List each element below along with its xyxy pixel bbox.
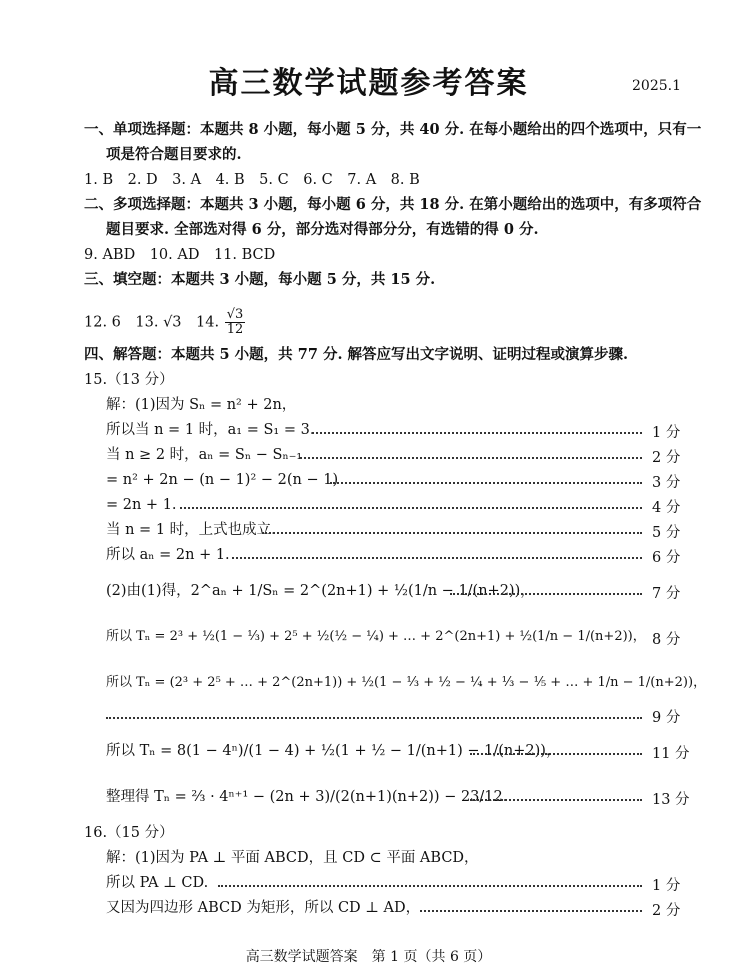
q16-score-1: 1 分 (652, 878, 681, 894)
q15-line-7: 所以 aₙ = 2n + 1. (106, 547, 230, 563)
q15-score-11: 13 分 (652, 792, 690, 808)
leader-dots (450, 593, 642, 595)
q16-title: 16.（15 分） (84, 825, 174, 841)
q15-line-3: 当 n ≥ 2 时，aₙ = Sₙ − Sₙ₋₁ (106, 447, 303, 463)
section4-heading: 四、解答题：本题共 5 小题，共 77 分. 解答应写出文字说明、证明过程或演算步骤. (84, 346, 629, 363)
section2-heading: 二、多项选择题：本题共 3 小题，每小题 6 分，共 18 分. 在第小题给出的选项中，有多项符合 (84, 196, 702, 213)
leader-dots (218, 885, 642, 887)
section3-answers (84, 308, 246, 337)
leader-dots (420, 910, 642, 912)
q15-score-6: 6 分 (652, 550, 681, 566)
q15-score-4: 4 分 (652, 500, 681, 516)
leader-dots (262, 532, 642, 534)
leader-dots (330, 482, 642, 484)
fraction-14 (225, 308, 246, 337)
q15-line-9: 所以 Tₙ = 2³ + ½(1 − ⅓) + 2⁵ + ½(½ − ¼) + … + 2^(2n+1) + ½(1/n − 1/(n+2))， (106, 629, 646, 644)
q16-line-2: 所以 PA ⊥ CD. (106, 875, 209, 891)
q15-score-7: 7 分 (652, 586, 681, 602)
q15-line-5: = 2n + 1. (106, 497, 177, 513)
leader-dots (232, 557, 642, 559)
leader-dots (470, 799, 642, 801)
q15-score-1: 1 分 (652, 425, 681, 441)
section1-heading: 一、单项选择题：本题共 8 小题，每小题 5 分，共 40 分. 在每小题给出的四个选项中，只有一 (84, 121, 702, 138)
q15-line-4: = n² + 2n − (n − 1)² − 2(n − 1) (106, 472, 339, 488)
q15-line-12: 整理得 Tₙ = ⅔ · 4ⁿ⁺¹ − (2n + 3)/(2(n+1)(n+2)) − 23/12. (106, 789, 508, 805)
q15-line-8: (2)由(1)得，2^aₙ + 1/Sₙ = 2^(2n+1) + ½(1/n − 1/(n+2))， (106, 583, 535, 599)
q15-score-10: 11 分 (652, 746, 690, 762)
q15-score-5: 5 分 (652, 525, 681, 541)
q16-line-3: 又因为四边形 ABCD 为矩形，所以 CD ⊥ AD， (106, 900, 421, 916)
leader-dots (312, 432, 642, 434)
q15-score-3: 3 分 (652, 475, 681, 491)
section2-heading-cont: 题目要求. 全部选对得 6 分，部分选对得部分分，有选错的得 0 分. (106, 221, 539, 238)
section1-heading-cont: 项是符合题目要求的. (106, 146, 242, 163)
exam-date: 2025.1 (632, 78, 681, 94)
q15-score-2: 2 分 (652, 450, 681, 466)
fraction-14-numerator: √3 (226, 307, 244, 322)
section1-answers: 1. B 2. D 3. A 4. B 5. C 6. C 7. A 8. B (84, 172, 420, 188)
leader-dots (300, 457, 642, 459)
fraction-14-denominator: 12 (226, 322, 244, 337)
q16-line-1: 解：(1)因为 PA ⊥ 平面 ABCD，且 CD ⊂ 平面 ABCD， (106, 850, 479, 866)
q16-score-2: 2 分 (652, 903, 681, 919)
q15-line-6: 当 n = 1 时，上式也成立. (106, 522, 276, 538)
q15-title: 15.（13 分） (84, 372, 174, 388)
q15-score-9: 9 分 (652, 710, 681, 726)
section3-answers-prefix: 12. 6 13. √3 14. (84, 314, 220, 331)
section2-answers: 9. ABD 10. AD 11. BCD (84, 247, 276, 263)
leader-dots (180, 507, 642, 509)
q15-score-8: 8 分 (652, 632, 681, 648)
q15-line-2: 所以当 n = 1 时，a₁ = S₁ = 3. (106, 422, 315, 438)
q15-line-11: 所以 Tₙ = 8(1 − 4ⁿ)/(1 − 4) + ½(1 + ½ − 1/(n+1) − 1/(n+2))， (106, 743, 561, 759)
leader-dots (470, 753, 642, 755)
leader-dots (106, 717, 642, 719)
page-footer: 高三数学试题答案 第 1 页（共 6 页） (245, 949, 492, 965)
page-title: 高三数学试题参考答案 (208, 66, 529, 101)
q15-line-10: 所以 Tₙ = (2³ + 2⁵ + … + 2^(2n+1)) + ½(1 − ⅓ + ½ − ¼ + ⅓ − ⅕ + … + 1/n − 1/(n+2))， (106, 675, 707, 690)
q15-line-1: 解：(1)因为 Sₙ = n² + 2n， (106, 397, 297, 413)
section3-heading: 三、填空题：本题共 3 小题，每小题 5 分，共 15 分. (84, 271, 436, 288)
